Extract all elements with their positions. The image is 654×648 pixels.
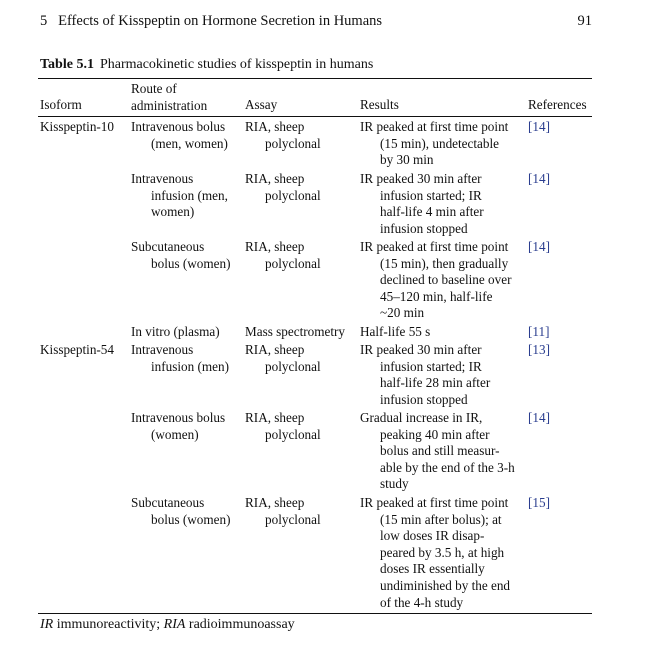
assay-cell-line: polyclonal [265,135,321,151]
header-route-line1: Route of [131,81,177,96]
footnote-def-ria: radioimmunoassay [185,617,295,632]
results-cell-line: half-life 4 min after [380,204,484,220]
route-cell-line: Subcutaneous [131,239,205,254]
results-cell-line: Half-life 55 s [360,324,431,339]
assay-cell-line: RIA, sheep [245,239,305,254]
results-cell [360,495,525,611]
results-cell-line: IR peaked 30 min after [360,171,482,186]
footnote-def-ir: immunoreactivity; [53,617,164,632]
running-head [40,11,592,31]
results-cell-line: peaking 40 min after [380,426,490,442]
results-cell-line: low doses IR disap- [380,528,485,544]
route-cell-line: (men, women) [151,135,228,151]
table-bottom-rule [38,613,592,614]
table-caption-text: Pharmacokinetic studies of kisspeptin in humans [99,57,374,72]
route-cell [131,119,241,152]
assay-cell [245,495,357,528]
table-label: Table 5.1 [40,57,94,72]
route-cell-line: bolus (women) [151,511,231,527]
results-cell-line: infusion stopped [380,391,468,407]
reference-link[interactable]: [14] [528,119,550,134]
header-isoform: Isoform [40,97,82,112]
results-cell-line: IR peaked at first time point [360,239,509,254]
reference-link[interactable]: [11] [528,324,550,339]
route-cell-line: infusion (men) [151,358,230,374]
table-caption [40,55,373,75]
header-route [131,81,207,114]
header-references: References [528,97,587,112]
route-cell [131,342,241,375]
results-cell-line: (15 min), then gradually [380,255,509,271]
assay-cell-line: polyclonal [265,511,321,527]
route-cell-line: infusion (men, [151,187,228,203]
results-cell-line: able by the end of the 3-h [380,459,515,475]
results-cell [360,324,525,341]
results-cell-line: infusion started; IR [380,187,482,203]
route-cell [131,239,241,272]
route-cell [131,410,241,443]
route-cell-line: In vitro (plasma) [131,324,220,339]
results-cell-line: (15 min), undetectable [380,135,500,151]
results-cell-line: 45–120 min, half-life [380,288,493,304]
results-cell-line: (15 min after bolus); at [380,511,502,527]
assay-cell [245,119,357,152]
isoform-cell: Kisspeptin-10 [40,119,114,134]
assay-cell-line: polyclonal [265,426,321,442]
header-route-line2: administration [131,97,208,113]
assay-cell-line: RIA, sheep [245,342,305,357]
assay-cell [245,324,357,341]
isoform-cell: Kisspeptin-54 [40,342,114,357]
results-cell-line: bolus and still measur- [380,443,500,459]
results-cell-line: by 30 min [380,152,434,168]
route-cell-line: Subcutaneous [131,495,205,510]
assay-cell-line: RIA, sheep [245,410,305,425]
results-cell-line: IR peaked at first time point [360,495,509,510]
assay-cell-line: RIA, sheep [245,171,305,186]
assay-cell-line: RIA, sheep [245,119,305,134]
reference-link[interactable]: [14] [528,239,550,254]
footnote-abbr-ria: RIA [163,617,186,632]
results-cell-line: peared by 3.5 h, at high [380,544,505,560]
route-cell-line: women) [151,204,195,220]
table-top-rule [38,78,592,79]
reference-link[interactable]: [13] [528,342,550,357]
route-cell-line: (women) [151,426,199,442]
results-cell-line: undiminished by the end [380,577,511,593]
results-cell-line: of the 4-h study [380,594,464,610]
results-cell-line: doses IR essentially [380,561,485,577]
assay-cell-line: polyclonal [265,358,321,374]
route-cell [131,171,241,221]
results-cell-line: ~20 min [380,305,425,321]
header-results: Results [360,97,399,112]
results-cell-line: Gradual increase in IR, [360,410,483,425]
results-cell-line: IR peaked at first time point [360,119,509,134]
results-cell-line: infusion started; IR [380,358,482,374]
assay-cell-line: polyclonal [265,255,321,271]
assay-cell [245,239,357,272]
results-cell-line: half-life 28 min after [380,375,491,391]
route-cell-line: Intravenous [131,171,194,186]
reference-link[interactable]: [14] [528,410,550,425]
reference-link[interactable]: [15] [528,495,550,510]
route-cell-line: Intravenous bolus [131,410,226,425]
results-cell [360,119,525,169]
results-cell [360,410,525,493]
results-cell-line: study [380,476,409,492]
route-cell [131,324,241,341]
route-cell-line: Intravenous bolus [131,119,226,134]
results-cell-line: infusion stopped [380,220,468,236]
route-cell-line: Intravenous [131,342,194,357]
assay-cell-line: RIA, sheep [245,495,305,510]
header-assay: Assay [245,97,278,112]
route-cell [131,495,241,528]
page-number: 91 [577,13,592,29]
assay-cell [245,410,357,443]
results-cell [360,171,525,237]
results-cell-line: IR peaked 30 min after [360,342,482,357]
results-cell [360,342,525,408]
table-footnote [40,616,295,634]
assay-cell-line: Mass spectrometry [245,324,345,339]
assay-cell-line: polyclonal [265,187,321,203]
footnote-abbr-ir: IR [40,617,54,632]
assay-cell [245,342,357,375]
table-header-rule [38,116,592,117]
running-head-title: 5 Effects of Kisspeptin on Hormone Secretion in Humans [40,13,383,29]
assay-cell [245,171,357,204]
results-cell [360,239,525,322]
route-cell-line: bolus (women) [151,255,231,271]
reference-link[interactable]: [14] [528,171,550,186]
results-cell-line: declined to baseline over [380,272,512,288]
